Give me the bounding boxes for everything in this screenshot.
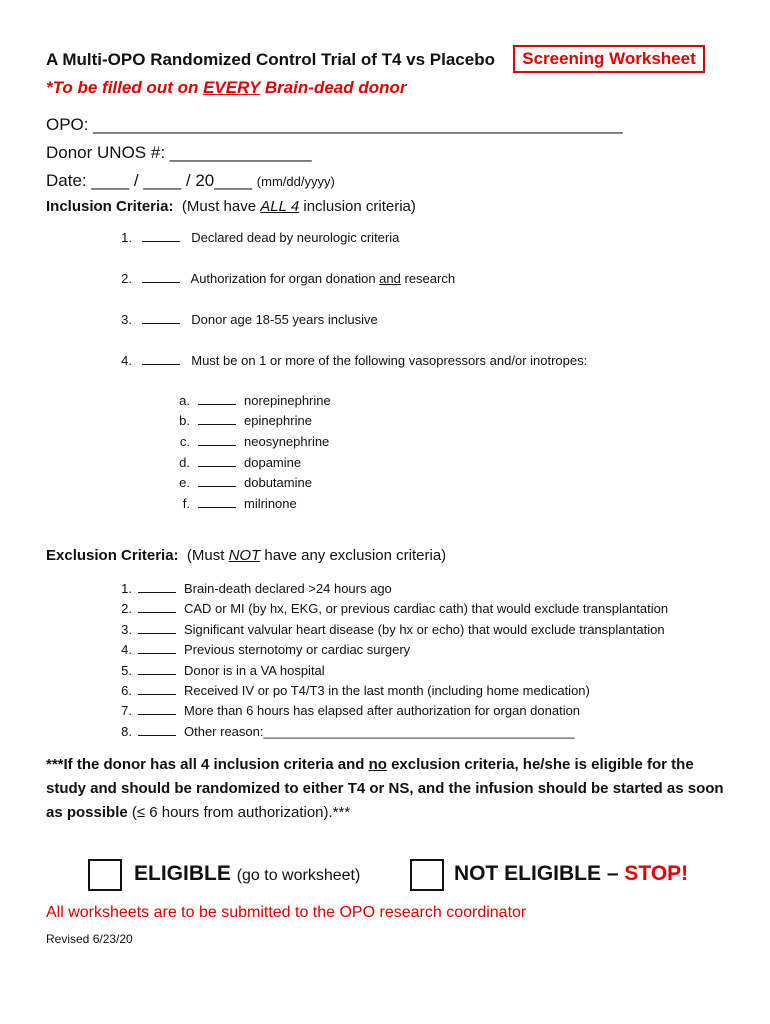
exclusion-note-emph: NOT xyxy=(228,547,261,564)
sub-item-letter: b. xyxy=(179,413,190,428)
item-text: Previous sternotomy or cardiac surgery xyxy=(184,642,411,657)
exclusion-item-3 xyxy=(112,622,665,637)
checkbox-blank[interactable] xyxy=(138,724,176,736)
inclusion-item-1 xyxy=(112,230,399,245)
exclusion-item-6 xyxy=(112,683,590,698)
revised-date: Revised 6/23/20 xyxy=(46,932,133,946)
screening-worksheet-label: Screening Worksheet xyxy=(522,49,696,68)
donor-unos-field[interactable]: Donor UNOS #: _______________ xyxy=(46,143,312,162)
exclusion-item-1 xyxy=(112,581,392,596)
form-title: A Multi-OPO Randomized Control Trial of T4 vs Placebo xyxy=(46,50,495,69)
inclusion-note-pre: (Must have xyxy=(181,198,261,215)
note-mid: exclusion criteria, he/she is eligible for the study and should be randomized to either T4 or NS, and the infusion should be started as soon as possible xyxy=(46,756,724,821)
item-text: CAD or MI (by hx, EKG, or previous cardiac cath) that would exclude transplantation xyxy=(184,601,669,616)
item-number: 3. xyxy=(121,312,132,327)
not-eligible-option xyxy=(454,862,688,886)
checkbox-blank[interactable] xyxy=(198,455,236,467)
not-eligible-checkbox[interactable] xyxy=(410,859,444,891)
item-number: 2. xyxy=(121,601,132,616)
item-text-post: research xyxy=(400,271,456,286)
checkbox-blank[interactable] xyxy=(142,312,180,324)
exclusion-note-post: have any exclusion criteria) xyxy=(260,547,447,564)
item-text: Brain-death declared >24 hours ago xyxy=(184,581,392,596)
form-subtitle xyxy=(46,78,407,98)
stop-label: STOP! xyxy=(624,862,689,885)
note-emph: no xyxy=(368,756,387,773)
item-text: Donor age 18-55 years inclusive xyxy=(191,312,378,327)
vasopressor-item-d xyxy=(176,455,301,470)
item-number: 6. xyxy=(121,683,132,698)
item-number: 1. xyxy=(121,230,132,245)
item-text: More than 6 hours has elapsed after authorization for organ donation xyxy=(184,703,581,718)
eligible-sub-label: (go to worksheet) xyxy=(236,867,361,884)
vasopressor-item-b xyxy=(176,413,312,428)
date-format-hint: (mm/dd/yyyy) xyxy=(256,174,335,189)
checkbox-blank[interactable] xyxy=(198,434,236,446)
exclusion-item-8 xyxy=(112,724,574,739)
checkbox-blank[interactable] xyxy=(198,475,236,487)
screening-worksheet-badge xyxy=(513,45,705,73)
checkbox-blank[interactable] xyxy=(138,663,176,675)
item-number: 4. xyxy=(121,353,132,368)
sub-item-text: dopamine xyxy=(244,455,302,470)
vasopressor-item-a xyxy=(176,393,331,408)
date-label: Date: ____ / ____ / 20____ xyxy=(46,171,253,190)
item-number: 1. xyxy=(121,581,132,596)
inclusion-note-emph: ALL 4 xyxy=(260,198,300,215)
item-text-emph: and xyxy=(379,271,401,286)
eligible-checkbox[interactable] xyxy=(88,859,122,891)
sub-item-text: milrinone xyxy=(244,496,297,511)
sub-item-letter: c. xyxy=(179,434,190,449)
exclusion-title: Exclusion Criteria: xyxy=(46,547,179,564)
note-tail: (≤ 6 hours from authorization).*** xyxy=(127,804,351,821)
item-text-pre: Authorization for organ donation xyxy=(190,271,380,286)
item-text: Other reason:___________________________________________ xyxy=(184,724,575,739)
checkbox-blank[interactable] xyxy=(198,413,236,425)
vasopressor-item-c xyxy=(176,434,329,449)
item-number: 2. xyxy=(121,271,132,286)
vasopressor-item-e xyxy=(176,475,312,490)
opo-field[interactable]: OPO: ________________________________________________________ xyxy=(46,115,623,134)
inclusion-item-2 xyxy=(112,271,455,286)
item-text: Significant valvular heart disease (by hx or echo) that would exclude transplantation xyxy=(184,622,665,637)
sub-item-letter: a. xyxy=(179,393,190,408)
checkbox-blank[interactable] xyxy=(198,496,236,508)
exclusion-item-4 xyxy=(112,642,410,657)
vasopressor-item-f xyxy=(176,496,297,511)
checkbox-blank[interactable] xyxy=(138,581,176,593)
item-number: 8. xyxy=(121,724,132,739)
checkbox-blank[interactable] xyxy=(138,622,176,634)
eligible-label: ELIGIBLE xyxy=(134,862,231,885)
exclusion-note-pre: (Must xyxy=(186,547,229,564)
eligible-option xyxy=(134,862,360,886)
sub-item-letter: f. xyxy=(182,496,190,511)
item-number: 7. xyxy=(121,703,132,718)
inclusion-heading xyxy=(46,198,416,215)
not-eligible-label: NOT ELIGIBLE – xyxy=(454,862,625,885)
submit-note: All worksheets are to be submitted to the OPO research coordinator xyxy=(46,904,527,921)
exclusion-item-5 xyxy=(112,663,325,678)
sub-item-letter: d. xyxy=(179,455,190,470)
checkbox-blank[interactable] xyxy=(138,601,176,613)
checkbox-blank[interactable] xyxy=(142,230,180,242)
item-text: Must be on 1 or more of the following vasopressors and/or inotropes: xyxy=(191,353,588,368)
item-text xyxy=(191,271,456,286)
inclusion-item-4 xyxy=(112,353,587,368)
item-number: 5. xyxy=(121,663,132,678)
exclusion-item-7 xyxy=(112,703,580,718)
item-number: 3. xyxy=(121,622,132,637)
checkbox-blank[interactable] xyxy=(138,683,176,695)
inclusion-title: Inclusion Criteria: xyxy=(46,198,174,215)
subtitle-emphasis: EVERY xyxy=(203,78,261,97)
item-text: Declared dead by neurologic criteria xyxy=(191,230,400,245)
subtitle-text-end: Brain-dead donor xyxy=(260,78,407,97)
checkbox-blank[interactable] xyxy=(138,703,176,715)
inclusion-item-3 xyxy=(112,312,378,327)
note-pre: ***If the donor has all 4 inclusion criteria and xyxy=(46,756,369,773)
eligibility-note xyxy=(46,753,736,825)
exclusion-heading xyxy=(46,547,446,564)
sub-item-text: dobutamine xyxy=(244,475,312,490)
sub-item-text: norepinephrine xyxy=(244,393,331,408)
item-text: Received IV or po T4/T3 in the last month (including home medication) xyxy=(184,683,590,698)
checkbox-blank[interactable] xyxy=(198,393,236,405)
item-text: Donor is in a VA hospital xyxy=(184,663,325,678)
checkbox-blank[interactable] xyxy=(142,271,180,283)
item-number: 4. xyxy=(121,642,132,657)
checkbox-blank[interactable] xyxy=(142,353,180,365)
exclusion-item-2 xyxy=(112,601,668,616)
date-field[interactable] xyxy=(46,171,335,191)
checkbox-blank[interactable] xyxy=(138,642,176,654)
inclusion-note-post: inclusion criteria) xyxy=(299,198,416,215)
sub-item-letter: e. xyxy=(179,475,190,490)
sub-item-text: epinephrine xyxy=(244,413,312,428)
subtitle-text: *To be filled out on xyxy=(46,78,204,97)
sub-item-text: neosynephrine xyxy=(244,434,330,449)
